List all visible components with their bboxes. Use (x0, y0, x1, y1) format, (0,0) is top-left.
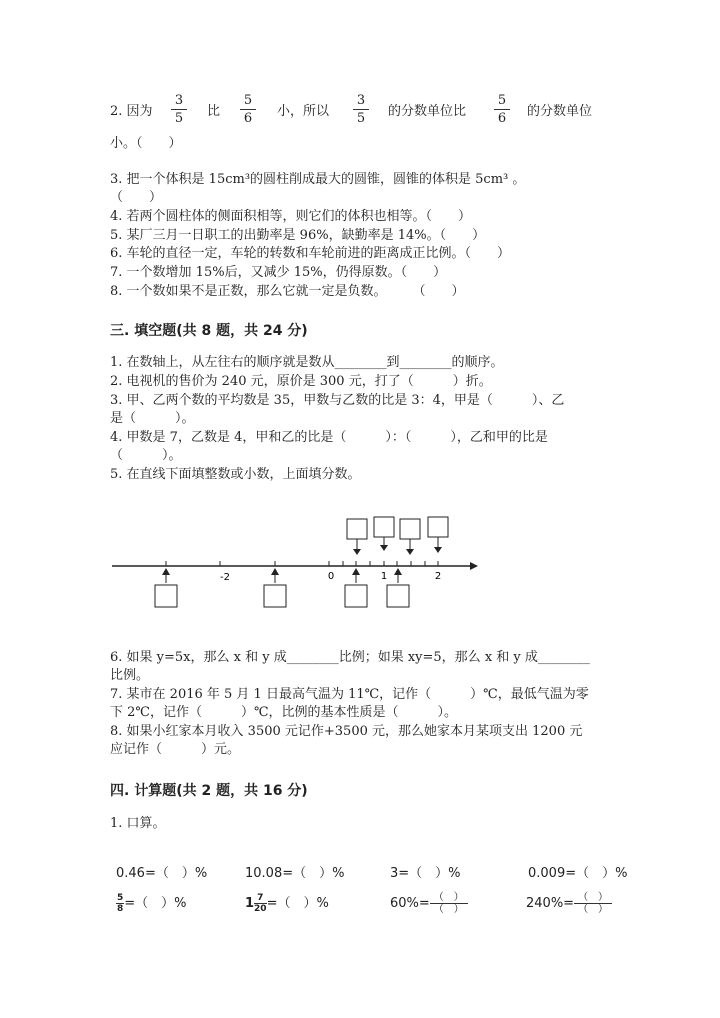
fill-q8: 8. 如果小红家本月收入 3500 元记作+3500 元，那么她家本月某项支出 1200 元 (110, 724, 583, 739)
fraction-3-5 (171, 92, 187, 127)
fill-q1: 1. 在数轴上，从左往右的顺序就是数从________到________的顺序。 (110, 355, 504, 370)
judge-q6: 6. 车轮的直径一定，车轮的转数和车轮前进的距离成正比例。（ ） (110, 246, 511, 261)
arrow-down-icon (406, 549, 414, 555)
denominator: 20 (254, 904, 267, 914)
numerator: （ ） (574, 892, 612, 904)
number-line-diagram (100, 505, 480, 615)
numerator: 3 (171, 92, 187, 110)
answer-box-top-2[interactable] (374, 517, 394, 537)
calc-prefix: 60%= (390, 896, 430, 911)
answer-box-top-1[interactable] (347, 519, 367, 539)
fill-q6: 6. 如果 y=5x，那么 x 和 y 成________比例；如果 xy=5，那么 x 和 y 成________ (110, 650, 590, 665)
numerator: 5 (494, 92, 510, 110)
arrow-down-icon (434, 547, 442, 553)
answer-box-bottom-2[interactable] (264, 585, 286, 607)
fill-q8-cont: 应记作（ ）元。 (110, 742, 241, 757)
denominator: 8 (117, 904, 124, 914)
calc-item-1: 0.46=（ ）% (116, 866, 208, 881)
tick-label-2: 2 (434, 571, 442, 582)
fill-q4: 4. 甲数是 7，乙数是 4，甲和乙的比是（ ）：（ ），乙和甲的比是 (110, 430, 548, 445)
blank-fraction (430, 892, 468, 915)
mixed-whole: 1 (245, 896, 255, 911)
calc-item-4: 0.009=（ ）% (528, 866, 628, 881)
fraction-3-5-b (353, 92, 369, 127)
arrow-down-icon (380, 545, 388, 551)
fill-q2: 2. 电视机的售价为 240 元，原价是 300 元，打了（ ）折。 (110, 374, 492, 389)
arrow-up-icon (394, 568, 402, 575)
calc-item-7 (390, 892, 468, 915)
fill-q6-cont: 比例。 (110, 668, 150, 683)
answer-box-top-4[interactable] (428, 517, 448, 537)
fill-q5: 5. 在直线下面填整数或小数，上面填分数。 (110, 467, 361, 482)
arrow-up-icon (162, 568, 170, 575)
calc-rest: =（ ）% (266, 896, 329, 911)
answer-box-bottom-1[interactable] (155, 585, 177, 607)
answer-box-bottom-3[interactable] (345, 585, 367, 607)
fraction-7-20 (254, 893, 267, 914)
q2-text-3: 小，所以 (277, 104, 330, 119)
numerator: 7 (254, 893, 267, 904)
judge-q7: 7. 一个数增加 15%后，又减少 15%，仍得原数。（ ） (110, 265, 447, 280)
denominator: 6 (497, 111, 507, 126)
judge-q5: 5. 某厂三月一日职工的出勤率是 96%，缺勤率是 14%。（ ） (110, 228, 486, 243)
answer-box-bottom-4[interactable] (387, 585, 409, 607)
axis-arrow-icon (470, 562, 478, 570)
arrow-up-icon (352, 568, 360, 575)
blank-fraction (574, 892, 612, 915)
q2-text-5: 的分数单位 (527, 104, 593, 119)
fill-q4-cont: （ ）。 (110, 448, 182, 463)
calc-item-3: 3=（ ）% (390, 866, 461, 881)
numerator: 5 (240, 92, 256, 110)
q2-text-2: 比 (207, 104, 221, 119)
denominator: （ ） (578, 904, 609, 915)
calc-item-5 (116, 892, 187, 914)
calc-prefix: 240%= (526, 896, 575, 911)
tick-label-neg2: -2 (220, 572, 230, 583)
denominator: 5 (174, 111, 184, 126)
judge-q3: 3. 把一个体积是 15cm³的圆柱削成最大的圆锥，圆锥的体积是 5cm³ 。 (110, 172, 526, 187)
fraction-5-6-b (494, 92, 510, 127)
q2-line-2: 小。（ ） (110, 136, 182, 151)
numerator: 3 (353, 92, 369, 110)
numerator: 5 (117, 893, 124, 903)
q2-text-1: 2. 因为 (110, 104, 153, 119)
arrow-down-icon (353, 549, 361, 555)
denominator: 5 (356, 111, 366, 126)
calc-item-2: 10.08=（ ）% (245, 866, 345, 881)
answer-box-top-3[interactable] (400, 519, 420, 539)
denominator: （ ） (433, 904, 464, 915)
section-3-heading: 三. 填空题(共 8 题，共 24 分) (110, 323, 308, 339)
judge-q4: 4. 若两个圆柱体的侧面积相等，则它们的体积也相等。（ ） (110, 209, 472, 224)
fill-q7: 7. 某市在 2016 年 5 月 1 日最高气温为 11℃，记作（ ）℃，最低气温为零 (110, 687, 589, 702)
fill-q3: 3. 甲、乙两个数的平均数是 35，甲数与乙数的比是 3：4，甲是（ ）、乙 (110, 393, 565, 408)
calc-item-6 (245, 892, 329, 914)
tick-label-0: 0 (327, 571, 335, 582)
judge-q8: 8. 一个数如果不是正数，那么它就一定是负数。 （ ） (110, 284, 465, 299)
fraction-5-6 (240, 92, 256, 127)
denominator: 6 (243, 111, 253, 126)
fill-q7-cont: 下 2℃，记作（ ）℃，比例的基本性质是（ ）。 (110, 705, 457, 720)
arrow-up-icon (271, 568, 279, 575)
section-4-heading: 四. 计算题(共 2 题，共 16 分) (110, 783, 308, 799)
calc-rest: =（ ）% (124, 896, 187, 911)
calc-item-8 (526, 892, 612, 915)
tick-label-1: 1 (380, 571, 388, 582)
fill-q3-cont: 是（ ）。 (110, 411, 195, 426)
judge-q3-answer: （ ） (110, 190, 163, 205)
q2-text-4: 的分数单位比 (388, 104, 467, 119)
numerator: （ ） (430, 892, 468, 904)
calc-q1: 1. 口算。 (110, 816, 166, 831)
